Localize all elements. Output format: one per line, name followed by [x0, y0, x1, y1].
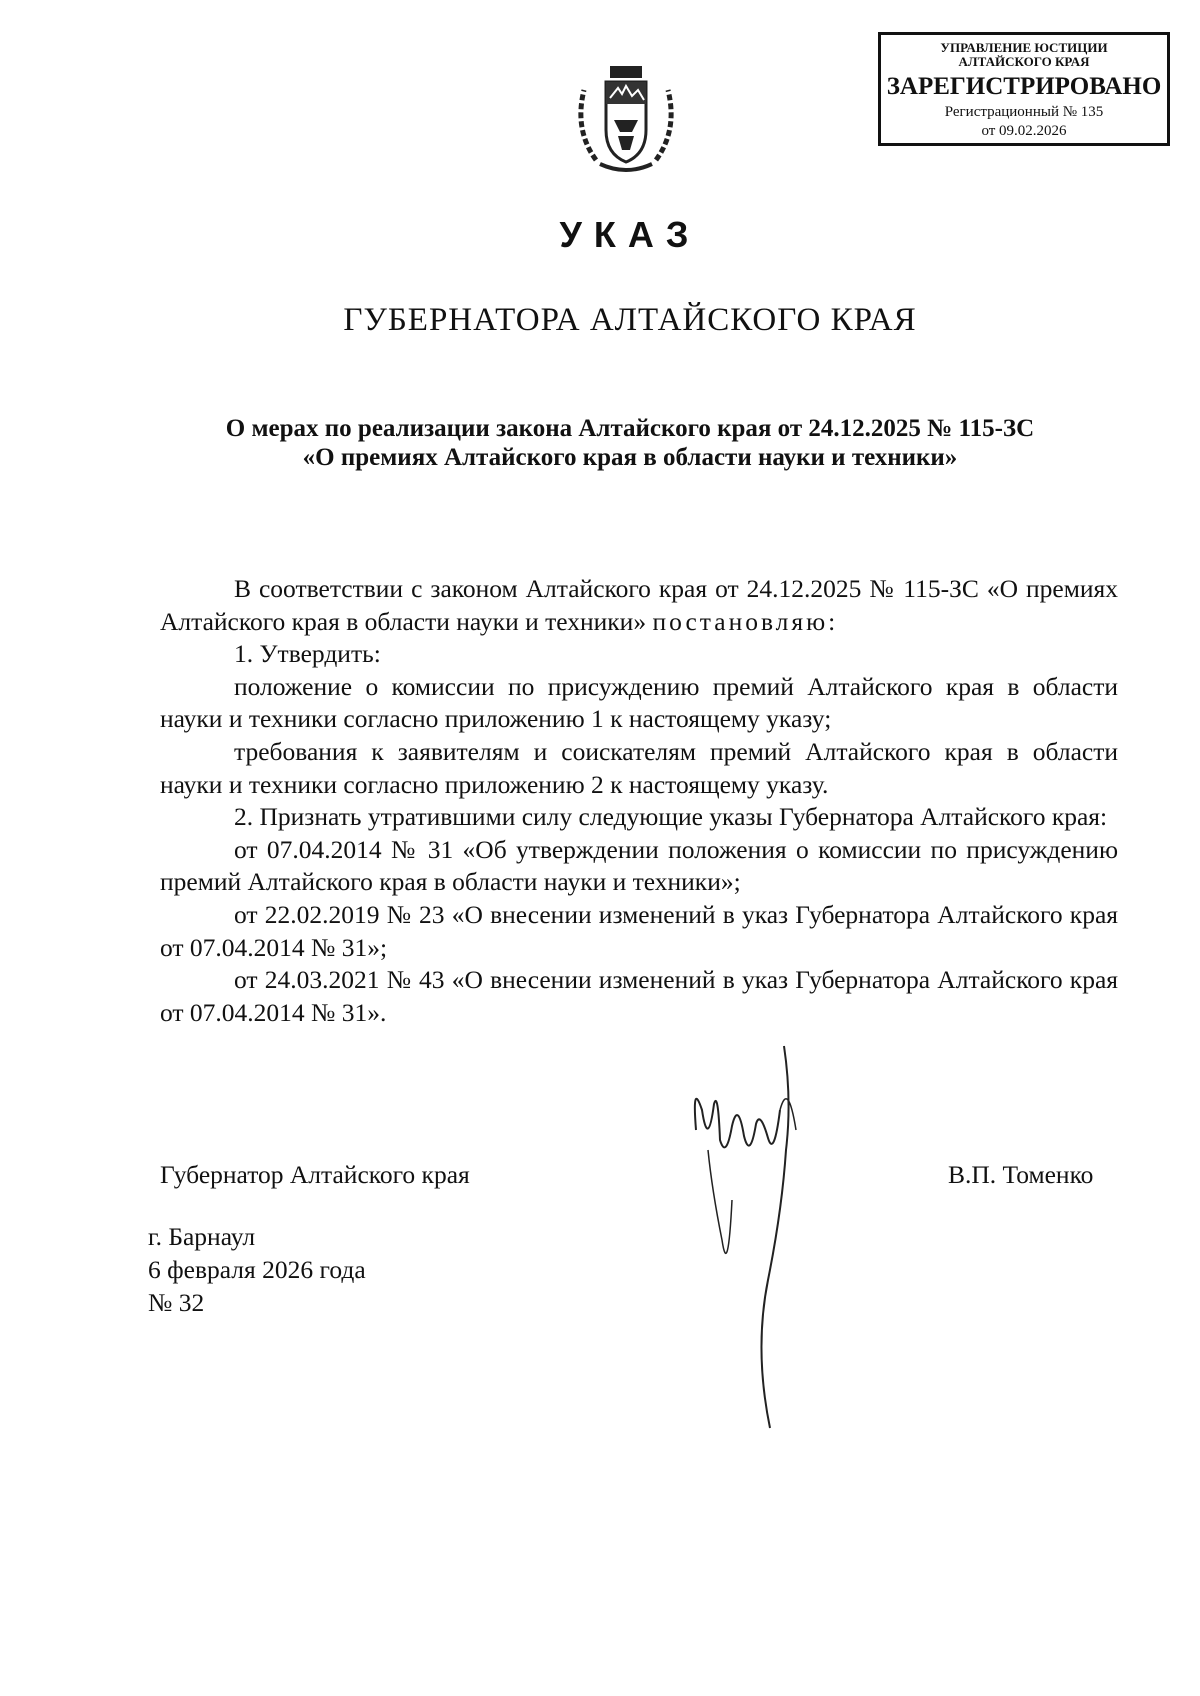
document-footer	[148, 1220, 366, 1319]
registration-stamp	[878, 32, 1170, 146]
item-2-a: от 07.04.2014 № 31 «Об утверждении положения о комиссии по присуждению премий Алтайского края в области науки и техники»;	[160, 834, 1118, 897]
stamp-department-line2: АЛТАЙСКОГО КРАЯ	[958, 54, 1090, 69]
item-2-b: от 22.02.2019 № 23 «О внесении изменений в указ Губернатора Алтайского края от 07.04.2014 № 31»;	[160, 899, 1118, 962]
signatory-title: Губернатор Алтайского края	[160, 1160, 470, 1189]
document-type: УКАЗ	[559, 214, 701, 255]
item-1-a: положение о комиссии по присуждению премий Алтайского края в области науки и техники согласно приложению 1 к настоящему указу;	[160, 671, 1118, 734]
intro-keyword: постановляю:	[652, 606, 839, 636]
document-body	[160, 573, 1118, 1029]
document-subject	[150, 414, 1110, 472]
intro-paragraph	[160, 573, 1118, 638]
stamp-department-line1: УПРАВЛЕНИЕ ЮСТИЦИИ	[940, 40, 1108, 55]
stamp-reg-number: Регистрационный № 135	[944, 104, 1104, 120]
item-1-b: требования к заявителям и соискателям премий Алтайского края в области науки и техники согласно приложению 2 к настоящему указу.	[160, 736, 1118, 799]
coat-of-arms-icon	[566, 60, 686, 178]
subject-line-2: «О премиях Алтайского края в области науки и техники»	[302, 444, 958, 471]
document-date: 6 февраля 2026 года	[148, 1255, 366, 1284]
stamp-status: ЗАРЕГИСТРИРОВАНО	[886, 73, 1162, 100]
signatory-name: В.П. Томенко	[948, 1160, 1094, 1189]
place-city: г. Барнаул	[148, 1222, 256, 1251]
signature-icon	[688, 1040, 828, 1440]
item-2-c: от 24.03.2021 № 43 «О внесении изменений в указ Губернатора Алтайского края от 07.04.2014 № 31».	[160, 965, 1118, 1027]
stamp-reg-date: от 09.02.2026	[981, 123, 1067, 139]
item-2: 2. Признать утратившими силу следующие указы Губернатора Алтайского края:	[234, 802, 1108, 832]
intro-text: В соответствии с законом Алтайского края от 24.12.2025 № 115-ЗС «О премиях Алтайского края в области науки и техники»	[160, 574, 1118, 636]
item-1: 1. Утвердить:	[234, 639, 381, 669]
document-number: № 32	[148, 1288, 205, 1317]
document-issuer: ГУБЕРНАТОРА АЛТАЙСКОГО КРАЯ	[343, 302, 917, 338]
subject-line-1: О мерах по реализации закона Алтайского края от 24.12.2025 № 115-ЗС	[225, 415, 1035, 442]
